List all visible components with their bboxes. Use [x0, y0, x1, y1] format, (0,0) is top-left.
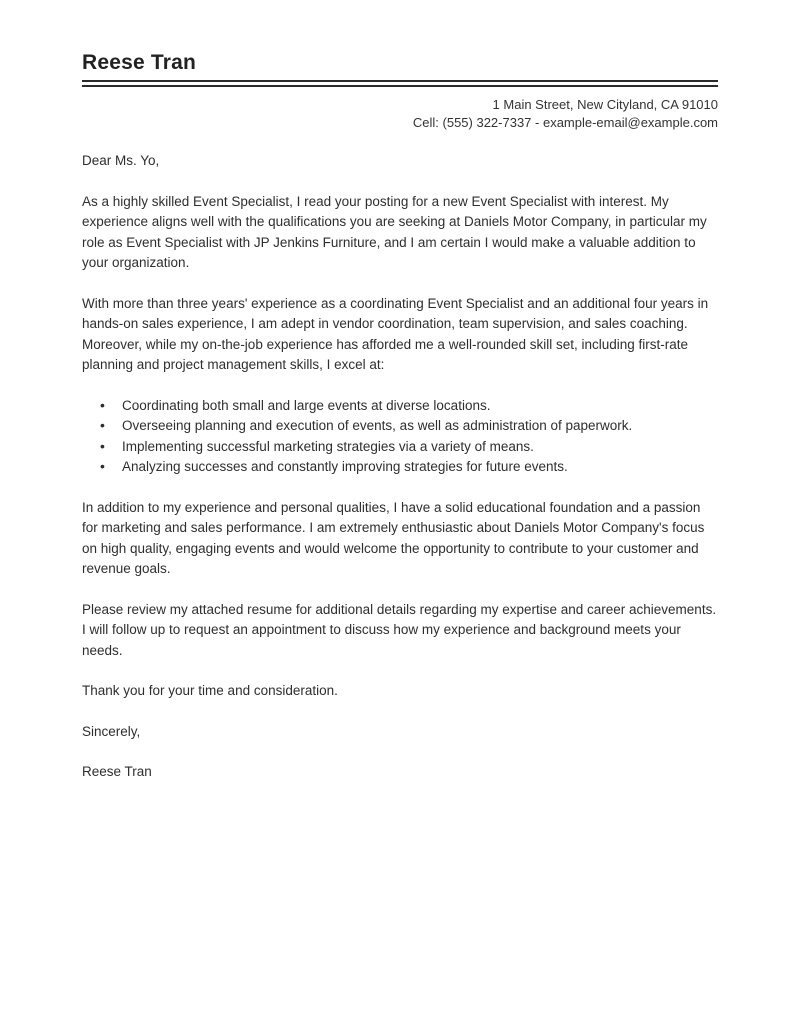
page-title: Reese Tran	[82, 51, 197, 74]
list-item: • Analyzing successes and constantly improving strategies for future events.	[82, 457, 718, 478]
letter-body	[82, 151, 718, 783]
paragraph-followup: Please review my attached resume for additional details regarding my expertise and career achievements. I will follow up to request an appointment to discuss how my experience and background meets your needs.	[82, 601, 717, 658]
paragraph-thanks: Thank you for your time and consideration.	[82, 683, 338, 698]
list-item: • Implementing successful marketing strategies via a variety of means.	[82, 437, 718, 458]
paragraph-education: In addition to my experience and personal qualities, I have a solid educational foundation and a passion for marketing and sales performance. I am extremely enthusiastic about Daniels Motor Company's focus on high quality, engaging events and would welcome the opportunity to contribute to your customer and revenue goals.	[82, 499, 705, 576]
list-item: • Coordinating both small and large events at diverse locations.	[82, 396, 718, 417]
skills-bullet-list	[82, 396, 718, 478]
header-divider	[82, 80, 718, 87]
paragraph-intro: As a highly skilled Event Specialist, I read your posting for a new Event Specialist with interest. My experience aligns well with the qualifications you are seeking at Daniels Motor Company, in particular my role as Event Specialist with JP Jenkins Furniture, and I am certain I would make a valuable addition to your organization.	[82, 193, 707, 270]
contact-block	[82, 96, 718, 131]
paragraph-experience: With more than three years' experience as a coordinating Event Specialist and an additional four years in hands-on sales experience, I am adept in vendor coordination, team supervision, and sales coaching. Moreover, while my on-the-job experience has afforded me a well-rounded skill set, including first-rate planning and project management skills, I excel at:	[82, 295, 709, 372]
contact-address: 1 Main Street, New Cityland, CA 91010	[492, 97, 718, 112]
closing: Sincerely,	[82, 723, 141, 739]
contact-phone-email: Cell: (555) 322-7337 - example-email@example.com	[412, 114, 718, 130]
signature-name: Reese Tran	[82, 764, 152, 779]
list-item: • Overseeing planning and execution of events, as well as administration of paperwork.	[82, 416, 718, 437]
salutation: Dear Ms. Yo,	[82, 153, 160, 168]
